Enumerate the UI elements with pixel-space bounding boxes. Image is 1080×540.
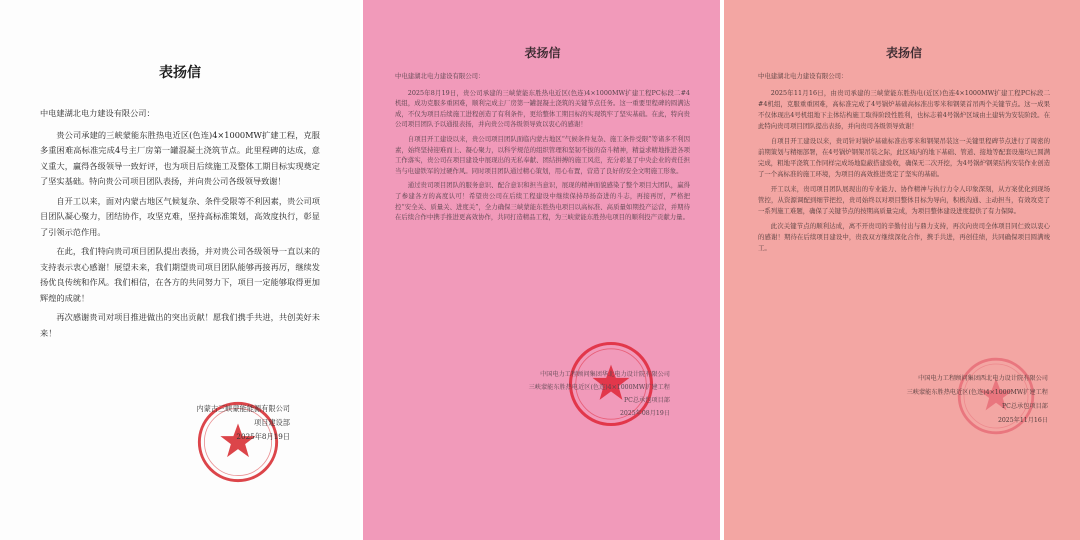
letter-paragraph: 自开工以来，面对内蒙古地区气候复杂、条件受限等不利因素，贵公司项目团队凝心聚力，团结协作，攻坚克难，坚持高标准策划，高效度执行，彰显了引领示范作用。 [40, 195, 320, 237]
signature-date: 2025年8月19日 [236, 432, 290, 441]
letter-paragraph: 再次感谢贵司对项目推进做出的突出贡献！愿我们携手共进，共创美好未来！ [40, 312, 320, 338]
commendation-letter-2 [363, 0, 720, 540]
signature-block [529, 368, 670, 420]
signature-block [907, 372, 1048, 428]
letter-paragraph: 自项目开工建设以来，贵公司项目团队面临内蒙古地区“气候条件复杂、施工条件受限”等诸多不利因素，始终坚持迎难而上、凝心聚力，以科学规范的组织管理和坚韧不拔的奋斗精神，精益求精地推进各项工作落实，贵公司在项目建设中展现出的无私奉献、团结拼搏的施工风范，充分彰显了中央企业的责任担当与电建铁军的过硬作风。同时项目团队通过精心策划，用心布置，营造了良好的安全文明施工形象。 [395, 134, 690, 175]
letter-title: 表扬信 [885, 46, 922, 60]
commendation-letter-3 [724, 0, 1080, 540]
signature-date: 2025年11月16日 [997, 417, 1048, 424]
letter-paragraph: 在此，我们特向贵司项目团队提出表扬，并对贵公司各级领导一直以来的支持表示衷心感谢！展望未来，我们期望贵司项目团队能够再接再厉，继续发扬优良传统和作风。我们相信，在各方的共同努力下，项目一定能够取得更加辉煌的成就！ [40, 246, 320, 303]
signature-block [197, 402, 290, 444]
signature-line: PC总承包项目部 [623, 397, 670, 404]
letter-salutation: 中电建湖北电力建设有限公司： [395, 72, 485, 80]
signature-line: 三峡蒙能东胜热电近区(色连)4×1000MW扩建工程 [528, 384, 670, 391]
letter-paragraph: 自项目开工建设以来，贵司针对锅炉基础标准出零米和钢架吊装这一关键里程碑节点进行了周密的前期策划与精细部署，在4号锅炉钢架吊装之际，此区域内的地下基础、管道、接地等配套设施均已圆满完成，粗地平浇筑工作同样完成场地隐蔽搭建验收，确保无二次开挖，为4号锅炉钢架结构安装作业创造了一个高标准的施工环境，为项目的高效推进奠定了坚实的基础。 [758, 137, 1050, 178]
letter-paragraph: 2025年8月19日，贵公司承建的三峡蒙能东胜热电近区(色连)4×1000MW扩建工程PC标段二#4机组，成功克服多重困难，顺利完成主厂房第一罐混凝土浇筑的关键节点任务。这一重要里程碑的圆满达成，不仅为项目后续施工进程创造了有利条件，更给整体工期目标的实现筑牢了坚实基础。在此，特向贵公司项目团队予以通报表扬，并向贵公司各级领导致以衷心的感谢！ [395, 88, 690, 129]
letter-paragraph: 2025年11月16日，由贵司承建的三峡蒙能东胜热电(近区)色连4×1000MW扩建工程PC标段二#4机组，克服重重困难，高标准完成了4号锅炉基础高标准出零米和钢架首吊两个关键节点。这一成果不仅体现出4号机组地下主体结构施工取得阶段性胜利，也标志着4号锅炉区域由土建转为安装阶段。在此特向贵司项目团队提出表扬，并向贵司各级领导致谢！ [758, 89, 1050, 130]
letter-salutation: 中电建湖北电力建设有限公司： [758, 72, 848, 80]
letter-title: 表扬信 [159, 65, 201, 81]
letter-title: 表扬信 [524, 46, 561, 60]
signature-line: 中国电力工程顾问集团华北电力设计院有限公司 [540, 371, 670, 378]
letter-salutation: 中电建湖北电力建设有限公司： [40, 108, 155, 118]
signature-line: PC总承包项目部 [1001, 403, 1048, 410]
letter-paragraph: 通过贵司项目团队的服务意识、配合意识和担当意识，展现的精神面貌感染了整个项目大团队，赢得了参建各方的高度认可！希望贵公司在后续工程建设中继续保持昂扬奋进的斗志，再接再厉，严格把控“安全关、质量关、进度关”，全力确保三峡蒙能东胜热电项目以高标准、高质量如期投产运营，并期待在后续合作中携手推进更高效协作，共同打造精品工程，为三峡蒙能东胜热电项目的顺利投产贡献力量。 [395, 181, 690, 222]
signature-line: 中国电力工程顾问集团西北电力设计院有限公司 [918, 375, 1048, 382]
letter-paragraph: 开工以来，贵司项目团队展现出的专业能力、协作精神与执行力令人印象深刻，从方案优化到现场管控，从资源调配到细节把控，贵司始终以对项目整体目标为导向，积极沟通、主动担当，有效攻克了一系列施工难题，确保了关键节点的按期高质量完成，为项目整体建设进度提供了有力保障。 [758, 185, 1050, 215]
signature-date: 2025年08月19日 [619, 410, 670, 417]
commendation-letter-1 [0, 0, 360, 540]
signature-line: 三峡蒙能东胜热电近区(色连)4×1000MW扩建工程 [906, 389, 1048, 396]
letter-paragraph: 贵公司承建的三峡蒙能东胜热电近区(色连)4×1000MW扩建工程，克服多重困难高标准完成4号主厂房第一罐混凝土浇筑节点。此里程碑的达成，意义重大，赢得各级领导一致好评，也为项目后续施工及整体工期目标实现奠定了坚实基础。特向贵公司项目团队表扬，并向贵公司各级领导致谢！ [40, 129, 320, 186]
letter-paragraph: 此次关键节点的顺利达成，离不开贵司的辛勤付出与鼎力支持，再次向贵司全体项目同仁致以衷心的感谢！期待在后续项目建设中，贵我双方继续深化合作，携手共进，再创佳绩，共同确保项目圆满竣工。 [758, 222, 1050, 252]
signature-line: 项目建设部 [254, 418, 290, 427]
signature-line: 内蒙古三峡蒙能能源有限公司 [196, 404, 290, 413]
